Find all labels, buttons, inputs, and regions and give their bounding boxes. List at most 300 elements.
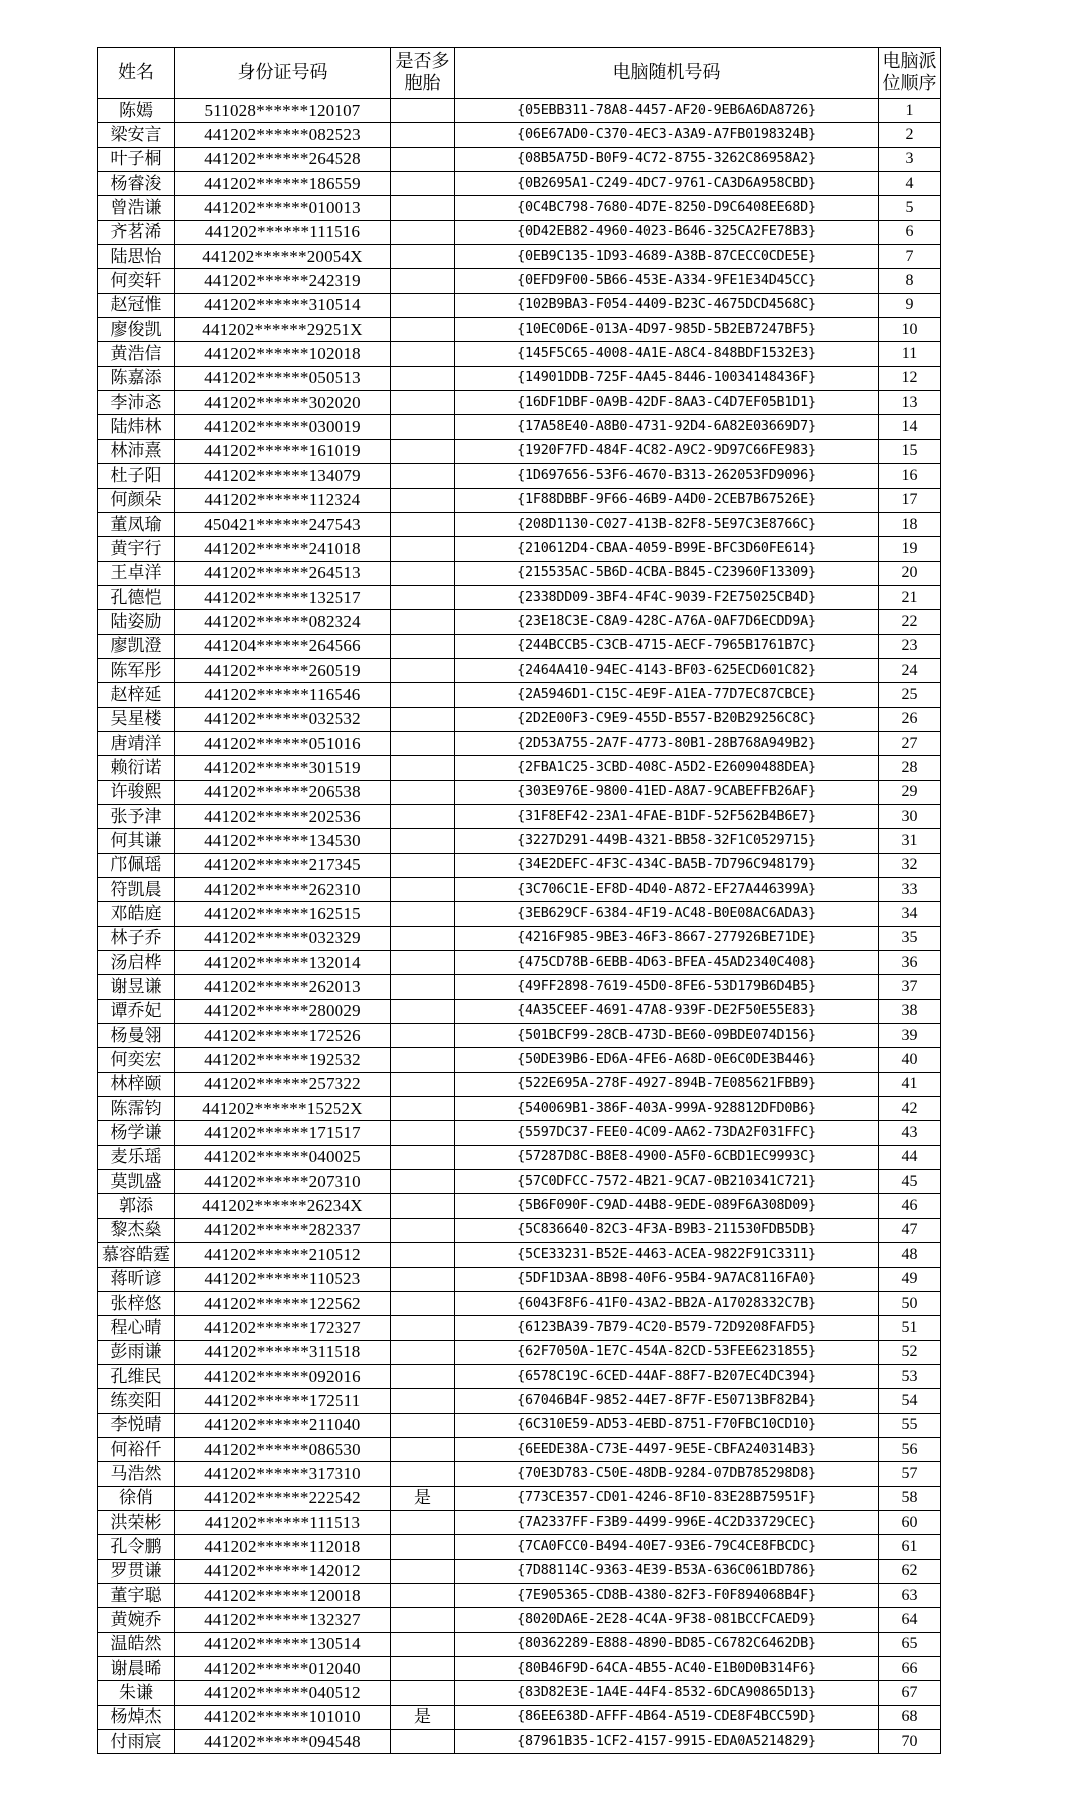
multiple-birth-flag [391,1364,455,1388]
random-code: {7E905365-CD8B-4380-82F3-F0F894068B4F} [455,1583,879,1607]
table-row [98,1316,941,1340]
multiple-birth-flag [391,123,455,147]
random-code: {7CA0FCC0-B494-40E7-93E6-79C4CE8FBCDC} [455,1535,879,1559]
student-name: 何裕仟 [98,1437,175,1461]
random-code: {08B5A75D-B0F9-4C72-8755-3262C86958A2} [455,147,879,171]
assignment-order: 16 [879,464,941,488]
assignment-order: 48 [879,1243,941,1267]
assignment-order: 19 [879,537,941,561]
id-number: 441202******130514 [175,1632,391,1656]
table-row [98,366,941,390]
table-row [98,1389,941,1413]
random-code: {05EBB311-78A8-4457-AF20-9EB6A6DA8726} [455,99,879,123]
assignment-order: 64 [879,1608,941,1632]
multiple-birth-flag [391,245,455,269]
random-code: {50DE39B6-ED6A-4FE6-A68D-0E6C0DE3B446} [455,1048,879,1072]
assignment-order: 30 [879,804,941,828]
id-number: 441202******032532 [175,707,391,731]
student-name: 慕容皓霆 [98,1243,175,1267]
random-code: {6EEDE38A-C73E-4497-9E5E-CBFA240314B3} [455,1437,879,1461]
student-name: 齐茗浠 [98,220,175,244]
table-row [98,1364,941,1388]
assignment-order: 29 [879,780,941,804]
id-number: 441202******010013 [175,196,391,220]
multiple-birth-flag [391,1437,455,1461]
student-name: 温皓然 [98,1632,175,1656]
multiple-birth-flag [391,951,455,975]
random-code: {208D1130-C027-413B-82F8-5E97C3E8766C} [455,512,879,536]
id-number: 441202******101010 [175,1705,391,1729]
id-number: 441202******132014 [175,951,391,975]
id-number: 441202******112324 [175,488,391,512]
assignment-order: 45 [879,1170,941,1194]
student-name: 李悦晴 [98,1413,175,1437]
student-name: 谢昱谦 [98,975,175,999]
random-code: {522E695A-278F-4927-894B-7E085621FBB9} [455,1072,879,1096]
table-row [98,999,941,1023]
id-number: 441202******192532 [175,1048,391,1072]
table-row [98,731,941,755]
multiple-birth-flag [391,1097,455,1121]
assignment-order: 65 [879,1632,941,1656]
multiple-birth-flag [391,975,455,999]
student-name: 麦乐瑶 [98,1145,175,1169]
assignment-order: 23 [879,634,941,658]
assignment-order: 50 [879,1291,941,1315]
student-name: 许骏熙 [98,780,175,804]
id-number: 441202******217345 [175,853,391,877]
multiple-birth-flag [391,342,455,366]
random-code: {87961B35-1CF2-4157-9915-EDA0A5214829} [455,1730,879,1754]
student-name: 王卓洋 [98,561,175,585]
lottery-result-table [97,47,941,1754]
multiple-birth-flag [391,1121,455,1145]
id-number: 441202******172511 [175,1389,391,1413]
random-code: {210612D4-CBAA-4059-B99E-BFC3D60FE614} [455,537,879,561]
id-number: 441202******120018 [175,1583,391,1607]
student-name: 张梓悠 [98,1291,175,1315]
id-number: 441202******29251X [175,318,391,342]
multiple-birth-flag [391,1559,455,1583]
id-number: 441202******161019 [175,439,391,463]
table-row [98,951,941,975]
random-code: {2A5946D1-C15C-4E9F-A1EA-77D7EC87CBCE} [455,683,879,707]
assignment-order: 12 [879,366,941,390]
random-code: {5C836640-82C3-4F3A-B9B3-211530FDB5DB} [455,1218,879,1242]
id-number: 441202******242319 [175,269,391,293]
assignment-order: 11 [879,342,941,366]
multiple-birth-flag [391,464,455,488]
multiple-birth-flag [391,1218,455,1242]
assignment-order: 9 [879,293,941,317]
random-code: {57287D8C-B8E8-4900-A5F0-6CBD1EC9993C} [455,1145,879,1169]
id-number: 441202******202536 [175,804,391,828]
table-row [98,269,941,293]
multiple-birth-flag [391,1194,455,1218]
assignment-order: 42 [879,1097,941,1121]
multiple-birth-flag [391,269,455,293]
header-order: 电脑派位顺序 [879,48,941,99]
assignment-order: 66 [879,1657,941,1681]
multiple-birth-flag [391,561,455,585]
id-number: 441202******040512 [175,1681,391,1705]
assignment-order: 54 [879,1389,941,1413]
multiple-birth-flag: 是 [391,1705,455,1729]
multiple-birth-flag [391,1657,455,1681]
multiple-birth-flag [391,1072,455,1096]
assignment-order: 20 [879,561,941,585]
assignment-order: 21 [879,585,941,609]
student-name: 何其谦 [98,829,175,853]
table-row [98,1024,941,1048]
table-row [98,1243,941,1267]
assignment-order: 2 [879,123,941,147]
id-number: 441202******222542 [175,1486,391,1510]
id-number: 441204******264566 [175,634,391,658]
random-code: {49FF2898-7619-45D0-8FE6-53D179B6D4B5} [455,975,879,999]
random-code: {57C0DFCC-7572-4B21-9CA7-0B210341C721} [455,1170,879,1194]
assignment-order: 51 [879,1316,941,1340]
random-code: {0EFD9F00-5B66-453E-A334-9FE1E34D45CC} [455,269,879,293]
assignment-order: 43 [879,1121,941,1145]
multiple-birth-flag [391,658,455,682]
random-code: {102B9BA3-F054-4409-B23C-4675DCD4568C} [455,293,879,317]
id-number: 441202******142012 [175,1559,391,1583]
multiple-birth-flag [391,1243,455,1267]
multiple-birth-flag [391,756,455,780]
id-number: 441202******310514 [175,293,391,317]
assignment-order: 70 [879,1730,941,1754]
assignment-order: 28 [879,756,941,780]
assignment-order: 35 [879,926,941,950]
id-number: 441202******262310 [175,878,391,902]
random-code: {475CD78B-6EBB-4D63-BFEA-45AD2340C408} [455,951,879,975]
assignment-order: 32 [879,853,941,877]
assignment-order: 55 [879,1413,941,1437]
student-name: 郭添 [98,1194,175,1218]
id-number: 441202******172327 [175,1316,391,1340]
multiple-birth-flag [391,1048,455,1072]
random-code: {145F5C65-4008-4A1E-A8C4-848BDF1532E3} [455,342,879,366]
student-name: 黄婉乔 [98,1608,175,1632]
random-code: {83D82E3E-1A4E-44F4-8532-6DCA90865D13} [455,1681,879,1705]
assignment-order: 6 [879,220,941,244]
table-row [98,196,941,220]
student-name: 杨睿浚 [98,172,175,196]
multiple-birth-flag [391,366,455,390]
random-code: {5DF1D3AA-8B98-40F6-95B4-9A7AC8116FA0} [455,1267,879,1291]
id-number: 441202******111513 [175,1510,391,1534]
table-row [98,439,941,463]
student-name: 陆炜林 [98,415,175,439]
table-row [98,1218,941,1242]
table-row [98,1267,941,1291]
table-row [98,99,941,123]
assignment-order: 58 [879,1486,941,1510]
multiple-birth-flag [391,853,455,877]
id-number: 441202******082324 [175,610,391,634]
assignment-order: 44 [879,1145,941,1169]
student-name: 陈嘉添 [98,366,175,390]
random-code: {2D53A755-2A7F-4773-80B1-28B768A949B2} [455,731,879,755]
multiple-birth-flag [391,1730,455,1754]
multiple-birth-flag [391,1608,455,1632]
multiple-birth-flag [391,1583,455,1607]
student-name: 孔德恺 [98,585,175,609]
id-number: 441202******050513 [175,366,391,390]
assignment-order: 49 [879,1267,941,1291]
random-code: {7A2337FF-F3B9-4499-996E-4C2D33729CEC} [455,1510,879,1534]
table-row [98,1462,941,1486]
assignment-order: 17 [879,488,941,512]
student-name: 蒋昕谚 [98,1267,175,1291]
multiple-birth-flag [391,1316,455,1340]
multiple-birth-flag [391,172,455,196]
assignment-order: 34 [879,902,941,926]
multiple-birth-flag [391,1340,455,1364]
assignment-order: 53 [879,1364,941,1388]
id-number: 441202******317310 [175,1462,391,1486]
table-row [98,829,941,853]
assignment-order: 7 [879,245,941,269]
id-number: 441202******264513 [175,561,391,585]
table-row [98,1681,941,1705]
table-row [98,1705,941,1729]
id-number: 441202******116546 [175,683,391,707]
multiple-birth-flag [391,537,455,561]
assignment-order: 63 [879,1583,941,1607]
table-row [98,683,941,707]
random-code: {0D42EB82-4960-4023-B646-325CA2FE78B3} [455,220,879,244]
random-code: {2338DD09-3BF4-4F4C-9039-F2E75025CB4D} [455,585,879,609]
multiple-birth-flag [391,926,455,950]
assignment-order: 10 [879,318,941,342]
assignment-order: 62 [879,1559,941,1583]
student-name: 董宇聪 [98,1583,175,1607]
id-number: 441202******282337 [175,1218,391,1242]
table-row [98,220,941,244]
multiple-birth-flag [391,99,455,123]
random-code: {6C310E59-AD53-4EBD-8751-F70FBC10CD10} [455,1413,879,1437]
id-number: 441202******257322 [175,1072,391,1096]
random-code: {5597DC37-FEE0-4C09-AA62-73DA2F031FFC} [455,1121,879,1145]
multiple-birth-flag [391,1291,455,1315]
assignment-order: 47 [879,1218,941,1242]
student-name: 张予津 [98,804,175,828]
multiple-birth-flag [391,707,455,731]
id-number: 441202******162515 [175,902,391,926]
student-name: 朱谦 [98,1681,175,1705]
student-name: 董凤瑜 [98,512,175,536]
assignment-order: 18 [879,512,941,536]
student-name: 林梓颐 [98,1072,175,1096]
random-code: {16DF1DBF-0A9B-42DF-8AA3-C4D7EF05B1D1} [455,391,879,415]
assignment-order: 15 [879,439,941,463]
multiple-birth-flag [391,829,455,853]
id-number: 441202******030019 [175,415,391,439]
assignment-order: 68 [879,1705,941,1729]
assignment-order: 25 [879,683,941,707]
table-row [98,123,941,147]
student-name: 何奕宏 [98,1048,175,1072]
student-name: 杨曼翎 [98,1024,175,1048]
id-number: 441202******132517 [175,585,391,609]
id-number: 441202******186559 [175,172,391,196]
multiple-birth-flag [391,1462,455,1486]
id-number: 450421******247543 [175,512,391,536]
table-row [98,293,941,317]
id-number: 441202******241018 [175,537,391,561]
id-number: 441202******210512 [175,1243,391,1267]
student-name: 黎杰燊 [98,1218,175,1242]
random-code: {3227D291-449B-4321-BB58-32F1C0529715} [455,829,879,853]
random-code: {10EC0D6E-013A-4D97-985D-5B2EB7247BF5} [455,318,879,342]
id-number: 441202******26234X [175,1194,391,1218]
table-row [98,926,941,950]
table-row [98,756,941,780]
id-number: 441202******094548 [175,1730,391,1754]
student-name: 叶子桐 [98,147,175,171]
student-name: 邝佩瑶 [98,853,175,877]
multiple-birth-flag [391,1267,455,1291]
assignment-order: 24 [879,658,941,682]
random-code: {540069B1-386F-403A-999A-928812DFD0B6} [455,1097,879,1121]
table-row [98,634,941,658]
id-number: 441202******134530 [175,829,391,853]
random-code: {303E976E-9800-41ED-A8A7-9CABEFFB26AF} [455,780,879,804]
table-row [98,1437,941,1461]
student-name: 莫凯盛 [98,1170,175,1194]
table-row [98,488,941,512]
assignment-order: 27 [879,731,941,755]
random-code: {5CE33231-B52E-4463-ACEA-9822F91C3311} [455,1243,879,1267]
student-name: 符凯晨 [98,878,175,902]
id-number: 441202******111516 [175,220,391,244]
assignment-order: 3 [879,147,941,171]
id-number: 441202******122562 [175,1291,391,1315]
student-name: 陆思怡 [98,245,175,269]
id-number: 441202******051016 [175,731,391,755]
header-row [98,48,941,99]
multiple-birth-flag [391,439,455,463]
random-code: {17A58E40-A8B0-4731-92D4-6A82E03669D7} [455,415,879,439]
table-row [98,975,941,999]
student-name: 廖俊凯 [98,318,175,342]
student-name: 林子乔 [98,926,175,950]
student-name: 付雨宸 [98,1730,175,1754]
table-row [98,537,941,561]
random-code: {0EB9C135-1D93-4689-A38B-87CECC0CDE5E} [455,245,879,269]
table-row [98,172,941,196]
id-number: 441202******262013 [175,975,391,999]
table-row [98,391,941,415]
student-name: 马浩然 [98,1462,175,1486]
multiple-birth-flag [391,634,455,658]
multiple-birth-flag [391,683,455,707]
multiple-birth-flag [391,1170,455,1194]
random-code: {4216F985-9BE3-46F3-8667-277926BE71DE} [455,926,879,950]
assignment-order: 36 [879,951,941,975]
multiple-birth-flag [391,902,455,926]
student-name: 唐靖洋 [98,731,175,755]
assignment-order: 39 [879,1024,941,1048]
multiple-birth-flag: 是 [391,1486,455,1510]
id-number: 511028******120107 [175,99,391,123]
table-row [98,1413,941,1437]
multiple-birth-flag [391,220,455,244]
id-number: 441202******012040 [175,1657,391,1681]
table-row [98,853,941,877]
id-number: 441202******112018 [175,1535,391,1559]
student-name: 练奕阳 [98,1389,175,1413]
table-row [98,1097,941,1121]
student-name: 赵梓延 [98,683,175,707]
random-code: {0B2695A1-C249-4DC7-9761-CA3D6A958CBD} [455,172,879,196]
random-code: {31F8EF42-23A1-4FAE-B1DF-52F562B4B6E7} [455,804,879,828]
table-row [98,780,941,804]
id-number: 441202******092016 [175,1364,391,1388]
id-number: 441202******110523 [175,1267,391,1291]
multiple-birth-flag [391,147,455,171]
student-name: 彭雨谦 [98,1340,175,1364]
multiple-birth-flag [391,585,455,609]
id-number: 441202******082523 [175,123,391,147]
table-row [98,512,941,536]
student-name: 黄宇行 [98,537,175,561]
student-name: 孔令鹏 [98,1535,175,1559]
random-code: {244BCCB5-C3CB-4715-AECF-7965B1761B7C} [455,634,879,658]
assignment-order: 37 [879,975,941,999]
student-name: 陈嫣 [98,99,175,123]
multiple-birth-flag [391,999,455,1023]
random-code: {7D88114C-9363-4E39-B53A-636C061BD786} [455,1559,879,1583]
id-number: 441202******20054X [175,245,391,269]
random-code: {6578C19C-6CED-44AF-88F7-B207EC4DC394} [455,1364,879,1388]
header-multiple-birth: 是否多胞胎 [391,48,455,99]
random-code: {501BCF99-28CB-473D-BE60-09BDE074D156} [455,1024,879,1048]
multiple-birth-flag [391,488,455,512]
student-name: 梁安言 [98,123,175,147]
multiple-birth-flag [391,1632,455,1656]
assignment-order: 33 [879,878,941,902]
multiple-birth-flag [391,610,455,634]
id-number: 441202******280029 [175,999,391,1023]
student-name: 邓皓庭 [98,902,175,926]
student-name: 洪荣彬 [98,1510,175,1534]
multiple-birth-flag [391,1145,455,1169]
multiple-birth-flag [391,1681,455,1705]
random-code: {14901DDB-725F-4A45-8446-10034148436F} [455,366,879,390]
id-number: 441202******211040 [175,1413,391,1437]
random-code: {773CE357-CD01-4246-8F10-83E28B75951F} [455,1486,879,1510]
assignment-order: 13 [879,391,941,415]
student-name: 林沛熹 [98,439,175,463]
id-number: 441202******172526 [175,1024,391,1048]
random-code: {34E2DEFC-4F3C-434C-BA5B-7D796C948179} [455,853,879,877]
table-row [98,902,941,926]
multiple-birth-flag [391,415,455,439]
table-row [98,1657,941,1681]
multiple-birth-flag [391,1510,455,1534]
assignment-order: 61 [879,1535,941,1559]
random-code: {6123BA39-7B79-4C20-B579-72D9208FAFD5} [455,1316,879,1340]
id-number: 441202******040025 [175,1145,391,1169]
table-row [98,1291,941,1315]
student-name: 何奕轩 [98,269,175,293]
random-code: {1920F7FD-484F-4C82-A9C2-9D97C66FE983} [455,439,879,463]
header-name: 姓名 [98,48,175,99]
id-number: 441202******206538 [175,780,391,804]
